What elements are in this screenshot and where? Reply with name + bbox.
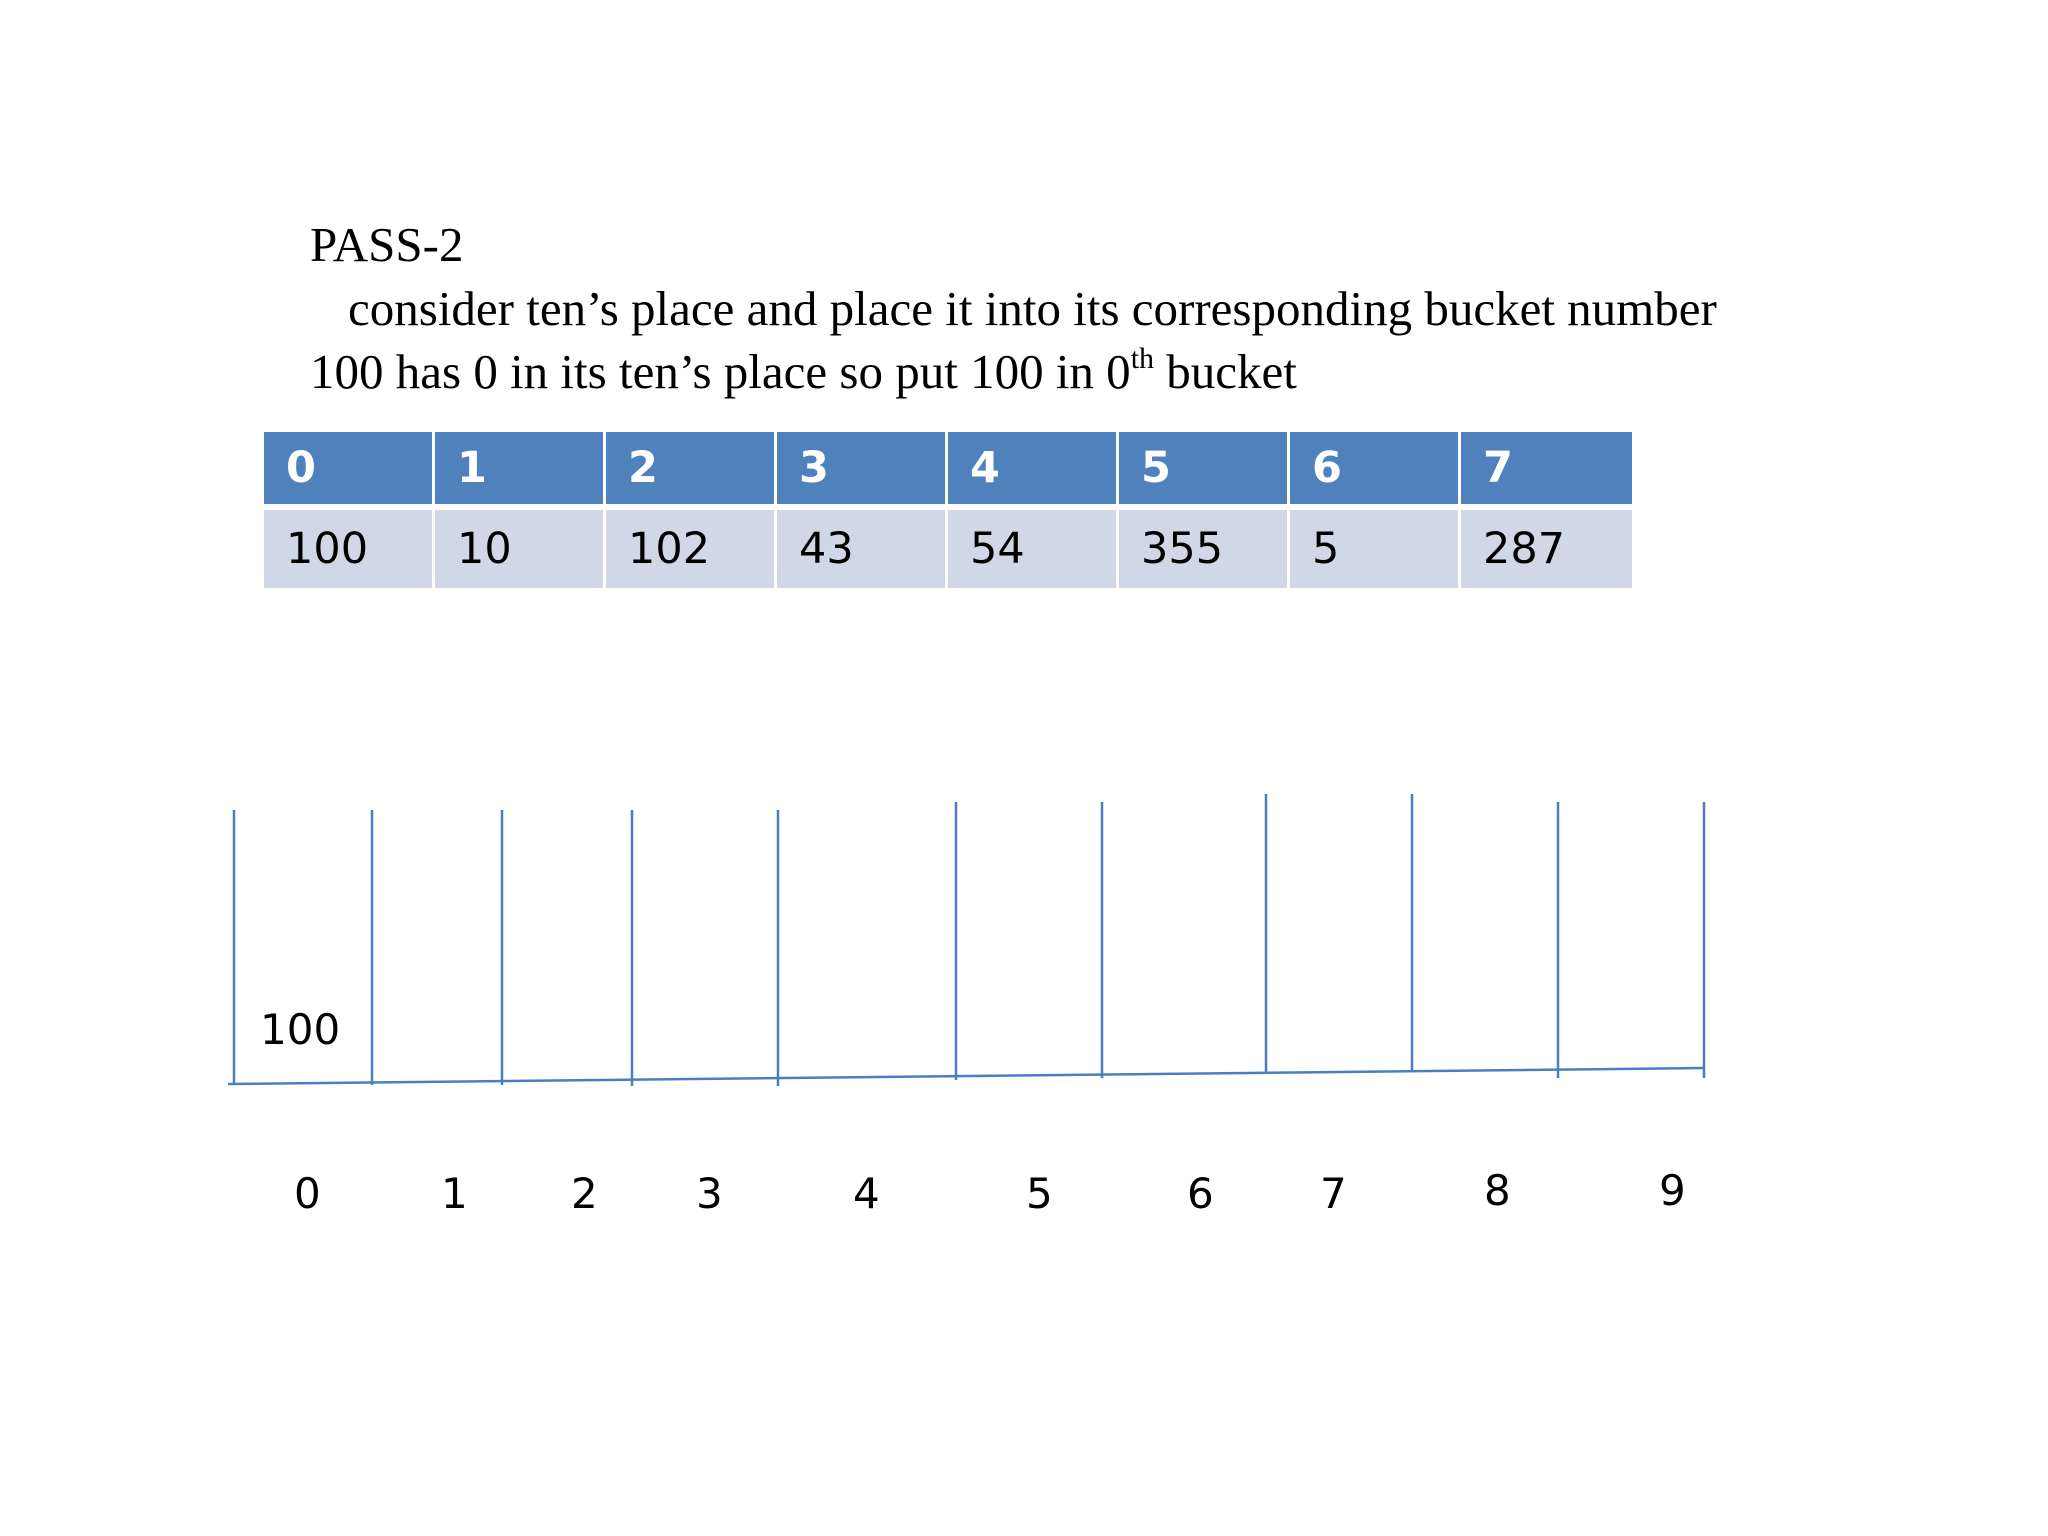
bucket-label: 4 — [853, 1169, 880, 1218]
bucket-label: 1 — [441, 1169, 468, 1218]
array-value: 54 — [948, 510, 1119, 588]
pass-title: PASS-2 — [310, 217, 464, 272]
array-value: 5 — [1290, 510, 1461, 588]
bucket-label: 2 — [571, 1169, 598, 1218]
array-index: 5 — [1119, 432, 1290, 510]
array-index: 2 — [606, 432, 777, 510]
example-text-main: 100 has 0 in its ten’s place so put 100 in 0 — [310, 344, 1131, 399]
bucket-label: 5 — [1026, 1169, 1053, 1218]
bucket-label: 8 — [1484, 1166, 1511, 1215]
bucket-label: 0 — [294, 1169, 321, 1218]
array-value: 100 — [264, 510, 435, 588]
array-index: 1 — [435, 432, 606, 510]
array-index: 4 — [948, 432, 1119, 510]
array-value: 10 — [435, 510, 606, 588]
example-superscript: th — [1130, 342, 1155, 375]
array-index: 6 — [1290, 432, 1461, 510]
bucket-label: 6 — [1187, 1169, 1214, 1218]
array-value: 287 — [1461, 510, 1632, 588]
bucket-baseline — [228, 1068, 1704, 1084]
bucket-label: 9 — [1659, 1166, 1686, 1215]
bucket-label: 7 — [1320, 1169, 1347, 1218]
bucket-item: 100 — [260, 1005, 341, 1054]
example-text-end: bucket — [1154, 344, 1297, 399]
array-value: 355 — [1119, 510, 1290, 588]
bucket-label: 3 — [696, 1169, 723, 1218]
instruction-text: consider ten’s place and place it into its corresponding bucket number — [348, 281, 1717, 336]
array-index: 0 — [264, 432, 435, 510]
array-index: 3 — [777, 432, 948, 510]
array-index: 7 — [1461, 432, 1632, 510]
array-value: 102 — [606, 510, 777, 588]
array-value: 43 — [777, 510, 948, 588]
